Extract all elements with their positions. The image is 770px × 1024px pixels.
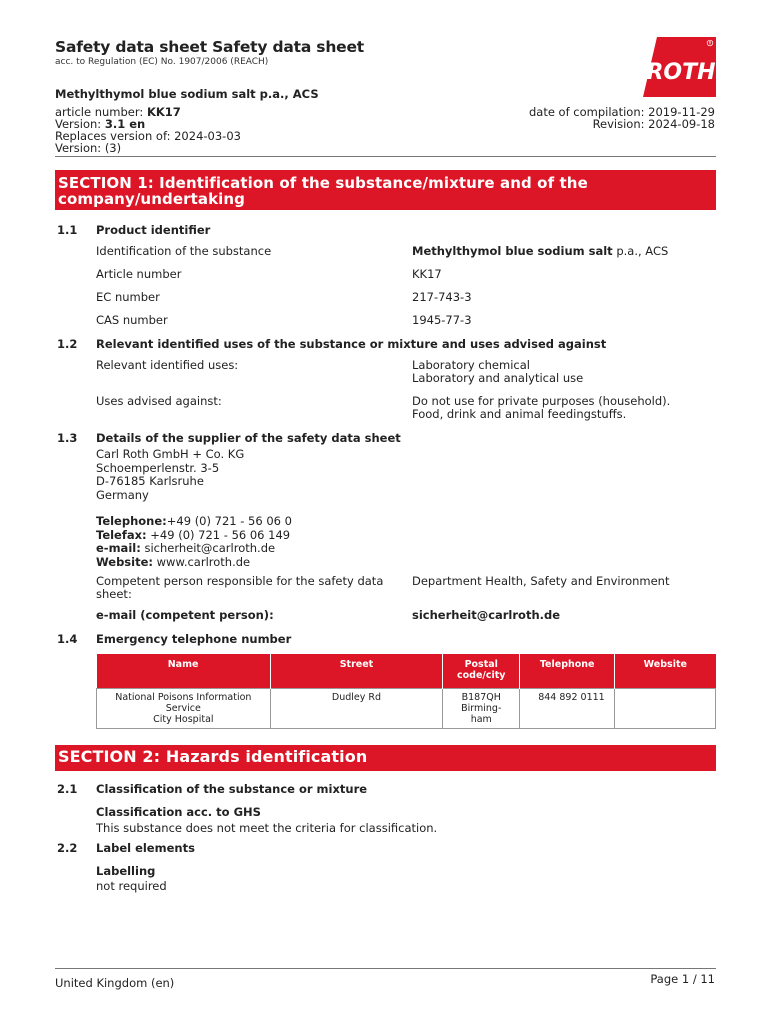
emergency-contacts-table [96, 654, 716, 729]
column-header-telephone: Telephone [520, 654, 615, 688]
section-1-1-title: Product identifier [96, 223, 211, 237]
footer-region: United Kingdom (en) [55, 976, 175, 990]
uses-against-label: Uses advised against: [96, 394, 222, 408]
address-line: Germany [96, 487, 149, 502]
document-meta-left [55, 106, 241, 154]
website-link[interactable]: www.carlroth.de [153, 554, 251, 569]
supplier-address [96, 448, 244, 502]
cell-city-line: Birming- [461, 702, 502, 714]
competent-email-value[interactable]: sicherheit@carlroth.de [412, 608, 561, 622]
column-header-street: Street [270, 654, 443, 688]
section-1-4-number: 1.4 [57, 632, 78, 646]
ec-number-value: 217-743-3 [412, 290, 472, 304]
competent-person-value: Department Health, Safety and Environment [412, 574, 670, 588]
section-1-3-number: 1.3 [57, 431, 78, 445]
address-line: Carl Roth GmbH + Co. KG [96, 447, 245, 461]
section-2-1-title: Classification of the substance or mixture [96, 782, 368, 796]
cell-name-line: National Poisons Information [115, 691, 252, 703]
version-label: Version: [55, 117, 105, 131]
website-label: Website: [96, 554, 153, 569]
substance-name: Methylthymol blue sodium salt [412, 244, 613, 258]
address-line: Schoemperlenstr. 3-5 [96, 460, 220, 475]
header-divider [55, 156, 716, 157]
column-header-postal: Postal code/city [443, 654, 520, 688]
ghs-classification-text: This substance does not meet the criteria for classification. [96, 821, 438, 835]
email-label: e-mail: [96, 541, 141, 555]
email-link[interactable]: sicherheit@carlroth.de [140, 541, 276, 555]
address-line: D-76185 Karlsruhe [96, 474, 204, 488]
document-meta-right [529, 106, 715, 130]
version-value: 3.1 en [104, 117, 146, 131]
cas-number-value: 1945-77-3 [412, 313, 472, 327]
substance-value [412, 245, 668, 258]
footer-divider [55, 968, 716, 969]
use-item: Laboratory and analytical use [412, 370, 584, 385]
cell-city-line: ham [470, 713, 492, 725]
document-title: Safety data sheet Safety data sheet [55, 38, 365, 56]
replaces-version: Replaces version of: 2024-03-03 [55, 129, 241, 143]
competent-email-label: e-mail (competent person): [96, 608, 274, 622]
identified-uses-label: Relevant identified uses: [96, 358, 239, 372]
page-number: Page 1 / 11 [650, 972, 715, 986]
advised-against-item: Food, drink and animal feedingstuffs. [412, 406, 627, 421]
cell-name-line: Service [165, 702, 201, 714]
cell-website [615, 688, 716, 728]
table-row [97, 688, 716, 728]
substance-label: Identification of the substance [96, 244, 272, 258]
competent-person-label [96, 575, 383, 600]
ec-number-label: EC number [96, 290, 160, 304]
use-item: Laboratory chemical [412, 358, 530, 372]
regulation-subtitle: acc. to Regulation (EC) No. 1907/2006 (REACH) [55, 57, 269, 67]
svg-text:R: R [708, 40, 712, 46]
cell-name [97, 688, 271, 728]
identified-uses-value [412, 359, 583, 384]
competent-label-line: sheet: [96, 586, 132, 601]
product-name: Methylthymol blue sodium salt p.a., ACS [55, 87, 319, 101]
article-label: article number: [55, 105, 147, 119]
uses-against-value [412, 395, 670, 420]
revision-date: Revision: 2024-09-18 [592, 117, 715, 131]
compilation-date: date of compilation: 2019-11-29 [528, 105, 715, 119]
cas-number-label: CAS number [96, 313, 168, 327]
section-1-1-number: 1.1 [57, 223, 78, 237]
competent-label-line: Competent person responsible for the safety data [96, 574, 384, 588]
section-1-4-title: Emergency telephone number [96, 632, 292, 646]
telephone-value: +49 (0) 721 - 56 06 0 [166, 514, 292, 528]
advised-against-item: Do not use for private purposes (household). [412, 394, 671, 408]
section-2-1-number: 2.1 [57, 782, 78, 796]
telefax-value: +49 (0) 721 - 56 06 149 [146, 527, 291, 542]
article-number-value: KK17 [412, 267, 442, 281]
section-1-title-line1: SECTION 1: Identification of the substance/mixture and of the [58, 174, 588, 192]
section-1-3-title: Details of the supplier of the safety data sheet [96, 431, 401, 445]
telefax-label: Telefax: [96, 527, 147, 542]
telephone-label: Telephone: [96, 514, 167, 528]
cell-postal-city [443, 688, 520, 728]
roth-logo [643, 37, 716, 97]
ghs-classification-heading: Classification acc. to GHS [96, 805, 261, 819]
section-2-2-title: Label elements [96, 841, 195, 855]
column-header-website: Website [615, 654, 716, 688]
section-2-2-number: 2.2 [57, 841, 78, 855]
cell-city-line: B187QH [461, 691, 501, 703]
labelling-text: not required [96, 879, 167, 893]
section-1-title-line2: company/undertaking [58, 190, 246, 208]
cell-street: Dudley Rd [270, 688, 443, 728]
supplier-contact [96, 515, 292, 569]
section-1-2-title: Relevant identified uses of the substance or mixture and uses advised against [96, 337, 607, 351]
section-1-header [55, 170, 716, 210]
old-version: Version: (3) [55, 141, 122, 155]
cell-name-line: City Hospital [153, 713, 214, 725]
article-value: KK17 [146, 105, 181, 119]
article-number-label: Article number [96, 267, 182, 281]
column-header-name: Name [97, 654, 271, 688]
substance-grade: p.a., ACS [612, 244, 669, 258]
table-header-row [97, 654, 716, 688]
section-1-2-number: 1.2 [57, 337, 78, 351]
cell-telephone[interactable]: 844 892 0111 [520, 688, 615, 728]
logo-text: ROTH [646, 60, 716, 85]
section-2-header: SECTION 2: Hazards identification [55, 745, 716, 771]
labelling-heading: Labelling [96, 864, 156, 878]
